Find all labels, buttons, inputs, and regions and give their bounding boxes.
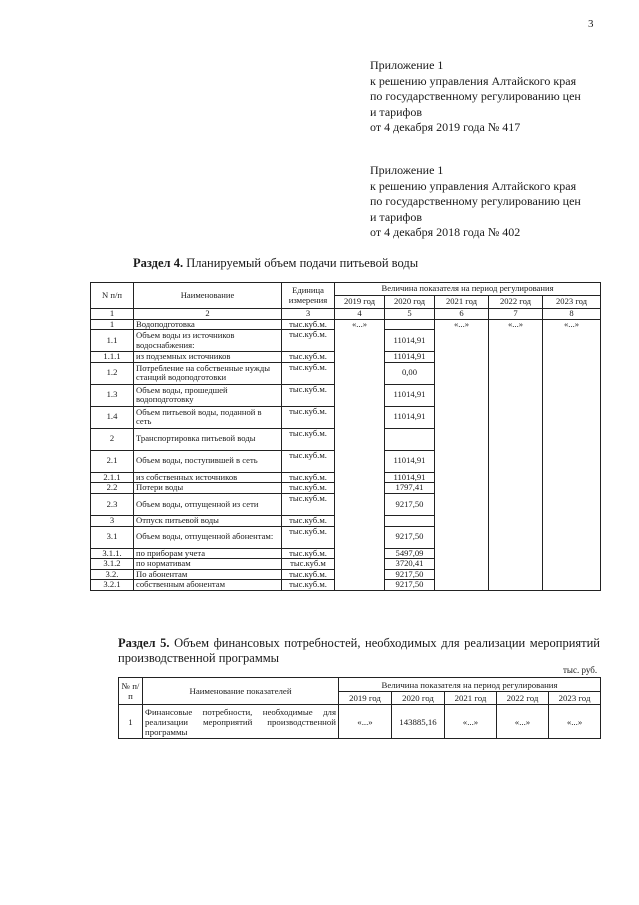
appendix-line: по государственному регулированию цен <box>370 194 581 208</box>
row-value-2020: 9217,50 <box>385 580 435 591</box>
row-unit: тыс.куб.м. <box>282 493 335 515</box>
row-num: 1.4 <box>91 406 134 428</box>
row-unit: тыс.куб.м. <box>282 483 335 494</box>
row-num: 1 <box>119 705 143 739</box>
row-unit: тыс.куб.м. <box>282 319 335 330</box>
col-header-year: 2019 год <box>339 692 392 705</box>
section5-table <box>118 677 601 739</box>
row-num: 3.1 <box>91 526 134 548</box>
year-2022-ellipsis: «...» <box>489 319 543 590</box>
row-name: Объем воды из источников водоснабжения: <box>134 330 282 352</box>
row-unit: тыс.куб.м. <box>282 515 335 526</box>
row-value-2020 <box>385 515 435 526</box>
row-unit: тыс.куб.м. <box>282 580 335 591</box>
row-unit: тыс.куб.м <box>282 559 335 570</box>
appendix-header-2019 <box>370 58 581 136</box>
appendix-line: Приложение 1 <box>370 58 444 72</box>
col-header-num: № п/п <box>119 678 143 705</box>
row-unit: тыс.куб.м. <box>282 450 335 472</box>
row-unit: тыс.куб.м. <box>282 569 335 580</box>
row-num: 1.2 <box>91 362 134 384</box>
section4-title <box>133 256 418 271</box>
section4-title-text: Планируемый объем подачи питьевой воды <box>183 256 419 270</box>
col-number: 1 <box>91 309 134 320</box>
units-label: тыс. руб. <box>563 665 598 675</box>
row-name: Объем воды, отпущенной из сети <box>134 493 282 515</box>
row-value-2020: 11014,91 <box>385 406 435 428</box>
row-num: 1.1 <box>91 330 134 352</box>
col-header-period: Величина показателя на период регулирования <box>335 283 601 296</box>
row-num: 2.1.1 <box>91 472 134 483</box>
row-value-2020: 11014,91 <box>385 472 435 483</box>
col-number: 5 <box>385 309 435 320</box>
col-header-year: 2020 год <box>385 296 435 309</box>
row-name: из собственных источников <box>134 472 282 483</box>
row-unit: тыс.куб.м. <box>282 472 335 483</box>
row-value-2020 <box>385 319 435 330</box>
col-number: 4 <box>335 309 385 320</box>
row-name: Объем воды, отпущенной абонентам: <box>134 526 282 548</box>
col-header-year: 2021 год <box>445 692 497 705</box>
row-num: 1.1.1 <box>91 352 134 363</box>
row-unit: тыс.куб.м. <box>282 330 335 352</box>
col-header-year: 2020 год <box>392 692 445 705</box>
row-name: Отпуск питьевой воды <box>134 515 282 526</box>
row-value-2020 <box>385 428 435 450</box>
col-header-name: Наименование <box>134 283 282 309</box>
row-value: «...» <box>497 705 549 739</box>
row-name: Объем воды, прошедшей водоподготовку <box>134 384 282 406</box>
row-value: 143885,16 <box>392 705 445 739</box>
col-number: 7 <box>489 309 543 320</box>
row-num: 1 <box>91 319 134 330</box>
appendix-header-2018 <box>370 163 581 241</box>
row-unit: тыс.куб.м. <box>282 384 335 406</box>
appendix-line: к решению управления Алтайского края <box>370 178 577 193</box>
row-unit: тыс.куб.м. <box>282 352 335 363</box>
year-2023-ellipsis: «...» <box>543 319 601 590</box>
row-value: «...» <box>339 705 392 739</box>
row-value-2020: 11014,91 <box>385 450 435 472</box>
row-unit: тыс.куб.м. <box>282 362 335 384</box>
appendix-line: и тарифов <box>370 104 423 119</box>
col-number: 3 <box>282 309 335 320</box>
appendix-line: Приложение 1 <box>370 163 444 177</box>
row-name: Объем воды, поступившей в сеть <box>134 450 282 472</box>
row-num: 1.3 <box>91 384 134 406</box>
col-header-year: 2023 год <box>549 692 601 705</box>
col-header-year: 2022 год <box>497 692 549 705</box>
col-number: 6 <box>435 309 489 320</box>
col-header-unit: Единица измерения <box>282 283 335 309</box>
row-value-2020: 0,00 <box>385 362 435 384</box>
table-row <box>91 319 601 330</box>
row-unit: тыс.куб.м. <box>282 406 335 428</box>
row-value-2020: 11014,91 <box>385 384 435 406</box>
row-value: «...» <box>549 705 601 739</box>
row-num: 2.2 <box>91 483 134 494</box>
row-num: 3.1.2 <box>91 559 134 570</box>
row-value-2020: 9217,50 <box>385 569 435 580</box>
col-header-year: 2021 год <box>435 296 489 309</box>
row-unit: тыс.куб.м. <box>282 526 335 548</box>
row-num: 3.2.1 <box>91 580 134 591</box>
row-value: «...» <box>445 705 497 739</box>
col-number: 2 <box>134 309 282 320</box>
row-name: Транспортировка питьевой воды <box>134 428 282 450</box>
col-header-name: Наименование показателей <box>143 678 339 705</box>
row-unit: тыс.куб.м. <box>282 428 335 450</box>
row-name: по приборам учета <box>134 548 282 559</box>
appendix-line: и тарифов <box>370 209 423 224</box>
row-num: 3.1.1. <box>91 548 134 559</box>
appendix-line: к решению управления Алтайского края <box>370 73 577 88</box>
table-row <box>119 705 601 739</box>
col-header-year: 2022 год <box>489 296 543 309</box>
section5-title <box>118 636 600 666</box>
row-value-2020: 11014,91 <box>385 330 435 352</box>
row-value-2020: 9217,50 <box>385 526 435 548</box>
row-name: Объем питьевой воды, поданной в сеть <box>134 406 282 428</box>
col-number: 8 <box>543 309 601 320</box>
row-num: 2.1 <box>91 450 134 472</box>
row-num: 3.2. <box>91 569 134 580</box>
row-num: 2 <box>91 428 134 450</box>
page-number: 3 <box>588 18 594 30</box>
row-value-2020: 9217,50 <box>385 493 435 515</box>
row-name: из подземных источников <box>134 352 282 363</box>
row-name: По абонентам <box>134 569 282 580</box>
col-header-year: 2019 год <box>335 296 385 309</box>
section5-title-label: Раздел 5. <box>118 636 170 650</box>
row-name: по нормативам <box>134 559 282 570</box>
row-value-2020: 3720,41 <box>385 559 435 570</box>
row-name: Потери воды <box>134 483 282 494</box>
row-name: Водоподготовка <box>134 319 282 330</box>
row-num: 3 <box>91 515 134 526</box>
row-num: 2.3 <box>91 493 134 515</box>
col-header-year: 2023 год <box>543 296 601 309</box>
section4-table <box>90 282 601 591</box>
year-2021-ellipsis: «...» <box>435 319 489 590</box>
row-value-2020: 5497,09 <box>385 548 435 559</box>
row-name: Финансовые потребности, необходимые для реализации мероприятий производственной программы <box>143 705 339 739</box>
row-value-2020: 11014,91 <box>385 352 435 363</box>
appendix-line: по государственному регулированию цен <box>370 89 581 103</box>
row-unit: тыс.куб.м. <box>282 548 335 559</box>
col-header-period: Величина показателя на период регулирования <box>339 678 601 692</box>
appendix-line: от 4 декабря 2018 года № 402 <box>370 225 521 239</box>
row-name: собственным абонентам <box>134 580 282 591</box>
section4-title-label: Раздел 4. <box>133 256 184 270</box>
appendix-line: от 4 декабря 2019 года № 417 <box>370 120 521 134</box>
year-2019-ellipsis: «...» <box>335 319 385 590</box>
row-name: Потребление на собственные нужды станций водоподготовки <box>134 362 282 384</box>
col-header-num: N п/п <box>91 283 134 309</box>
row-value-2020: 1797,41 <box>385 483 435 494</box>
section5-title-text: Объем финансовых потребностей, необходимых для реализации мероприятий производственной программы <box>118 636 600 665</box>
